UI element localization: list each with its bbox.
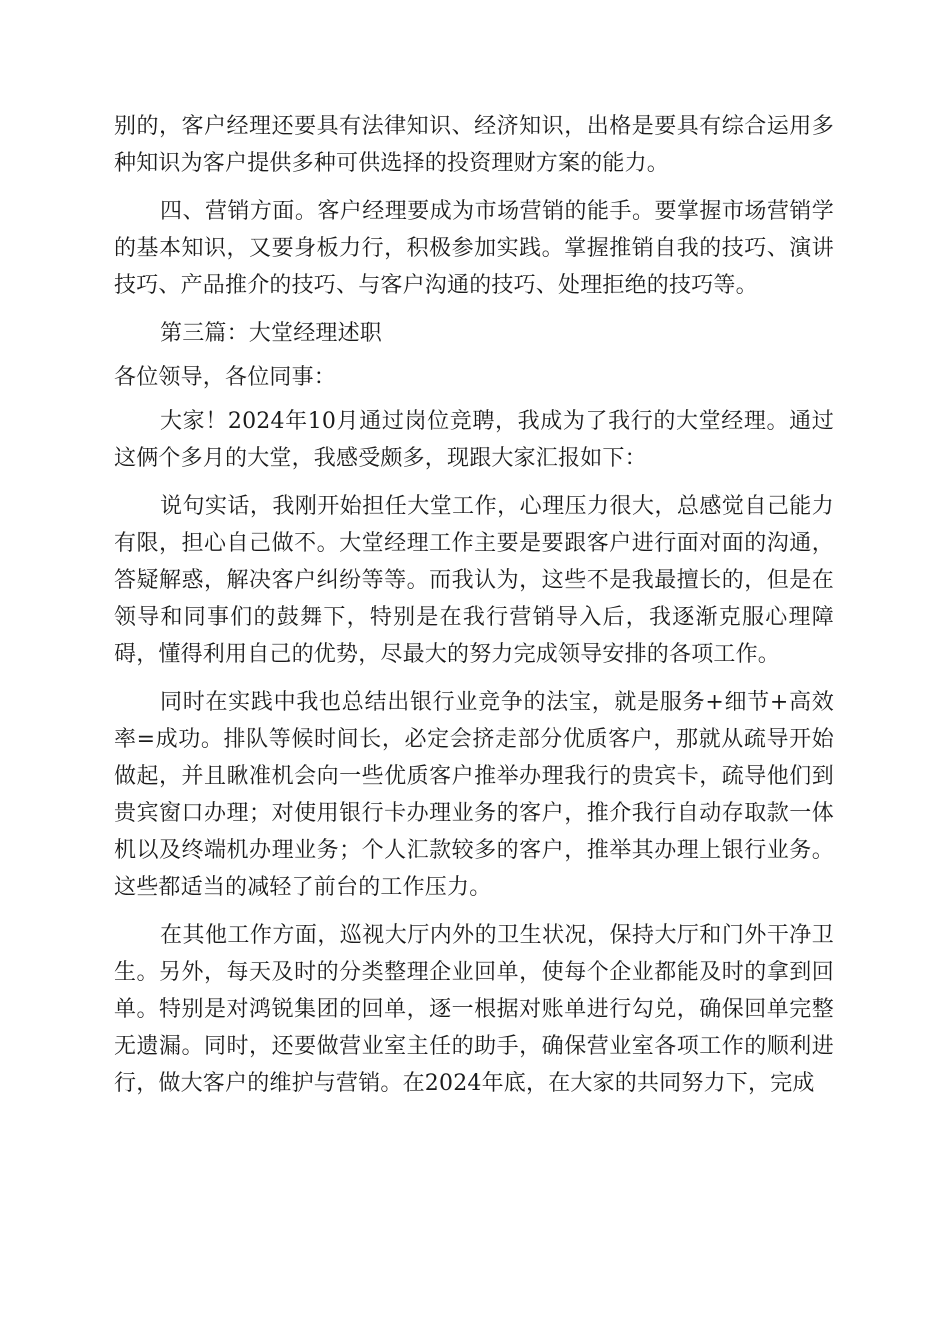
paragraph-marketing: 四、营销方面。客户经理要成为市场营销的能手。要掌握市场营销学的基本知识，又要身板力行，积极参加实践。掌握推销自我的技巧、演讲技巧、产品推介的技巧、与客户沟通的技巧、处理拒绝的技巧等。 (114, 199, 834, 298)
paragraph-knowledge-continued: 别的，客户经理还要具有法律知识、经济知识，出格是要具有综合运用多种知识为客户提供多种可供选择的投资理财方案的能力。 (114, 114, 834, 176)
paragraph-service-practice: 同时在实践中我也总结出银行业竞争的法宝，就是服务+细节+高效率=成功。排队等候时间长，必定会挤走部分优质客户，那就从疏导开始做起，并且瞅准机会向一些优质客户推举办理我行的贵宾卡，疏导他们到贵宾窗口办理；对使用银行卡办理业务的客户，推介我行自动存取款一体机以及终端机办理业务；个人汇款较多的客户，推举其办理上银行业务。这些都适当的减轻了前台的工作压力。 (114, 690, 834, 900)
document-body (114, 108, 834, 1102)
paragraph-introduction: 大家！2024年10月通过岗位竞聘，我成为了我行的大堂经理。通过这俩个多月的大堂，我感受颇多，现跟大家汇报如下： (114, 409, 834, 471)
salutation: 各位领导，各位同事： (114, 365, 337, 390)
paragraph-work-pressure: 说句实话，我刚开始担任大堂工作，心理压力很大，总感觉自己能力有限，担心自己做不。大堂经理工作主要是要跟客户进行面对面的沟通，答疑解惑，解决客户纠纷等等。而我认为，这些不是我最擅长的，但是在领导和同事们的鼓舞下，特别是在我行营销导入后，我逐渐克服心理障碍，懂得利用自己的优势，尽最大的努力完成领导安排的各项工作。 (114, 494, 834, 667)
paragraph-other-work: 在其他工作方面，巡视大厅内外的卫生状况，保持大厅和门外干净卫生。另外，每天及时的分类整理企业回单，使每个企业都能及时的拿到回单。特别是对鸿锐集团的回单，逐一根据对账单进行勾兑，确保回单完整无遗漏。同时，还要做营业室主任的助手，确保营业室各项工作的顺利进行，做大客户的维护与营销。在2024年底，在大家的共同努力下，完成 (114, 923, 834, 1096)
section-heading: 第三篇：大堂经理述职 (160, 321, 383, 346)
